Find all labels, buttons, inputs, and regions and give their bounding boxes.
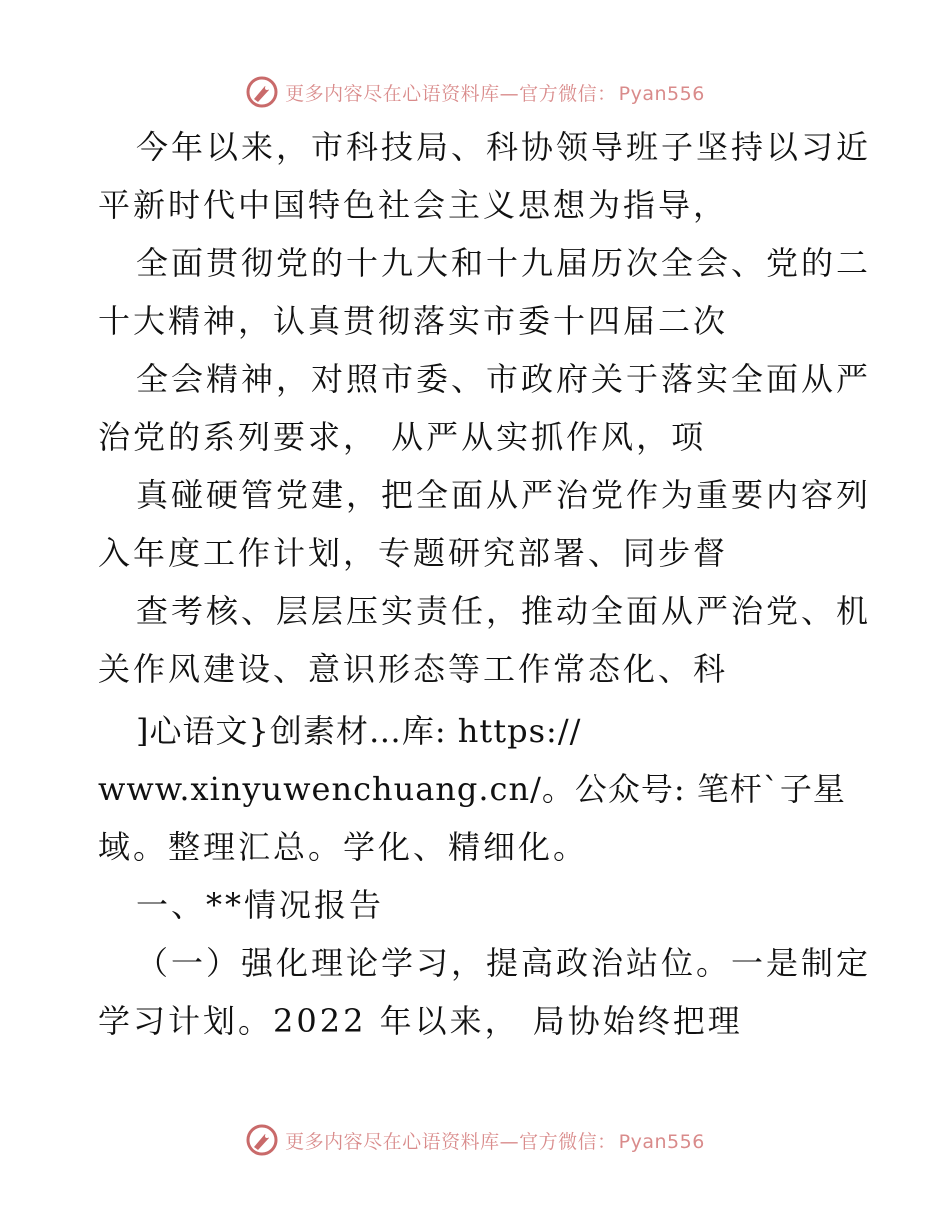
pen-nib-logo-icon <box>245 1123 279 1157</box>
pen-nib-logo-icon <box>245 75 279 109</box>
watermark-id: Pyan556 <box>618 1130 705 1153</box>
paragraph-line: 全会精神，对照市委、市政府关于落实全面从严 <box>136 360 872 398</box>
paragraph-line: 全面贯彻党的十九大和十九届历次全会、党的二 <box>136 244 872 282</box>
header-watermark <box>0 72 950 112</box>
footer-watermark <box>0 1120 950 1160</box>
section-heading: 一、**情况报告 <box>136 886 385 924</box>
paragraph-line: 学习计划。2022 年以来， 局协始终把理 <box>98 1002 743 1040</box>
watermark-text: 更多内容尽在心语资料库—官方微信： Pyan556 <box>285 82 705 105</box>
paragraph-line: 入年度工作计划，专题研究部署、同步督 <box>98 534 729 572</box>
paragraph-line: www.xinyuwenchuang.cn/。公众号: 笔杆`子星 <box>98 770 846 808</box>
paragraph-line: （一）强化理论学习，提高政治站位。一是制定 <box>136 944 872 982</box>
paragraph-line: ]心语文}创素材…库: https:// <box>136 712 582 750</box>
watermark-id: Pyan556 <box>618 82 705 105</box>
paragraph-line: 平新时代中国特色社会主义思想为指导， <box>98 186 729 224</box>
paragraph-line: 查考核、层层压实责任，推动全面从严治党、机 <box>136 592 872 630</box>
paragraph-line: 关作风建设、意识形态等工作常态化、科 <box>98 650 729 688</box>
paragraph-line: 域。整理汇总。学化、精细化。 <box>98 828 589 866</box>
paragraph-line: 真碰硬管党建，把全面从严治党作为重要内容列 <box>136 476 872 514</box>
paragraph-line: 十大精神，认真贯彻落实市委十四届二次 <box>98 302 729 340</box>
watermark-text: 更多内容尽在心语资料库—官方微信： Pyan556 <box>285 1130 705 1153</box>
paragraph-line: 今年以来，市科技局、科协领导班子坚持以习近 <box>136 128 872 166</box>
paragraph-line: 治党的系列要求， 从严从实抓作风，项 <box>98 418 707 456</box>
